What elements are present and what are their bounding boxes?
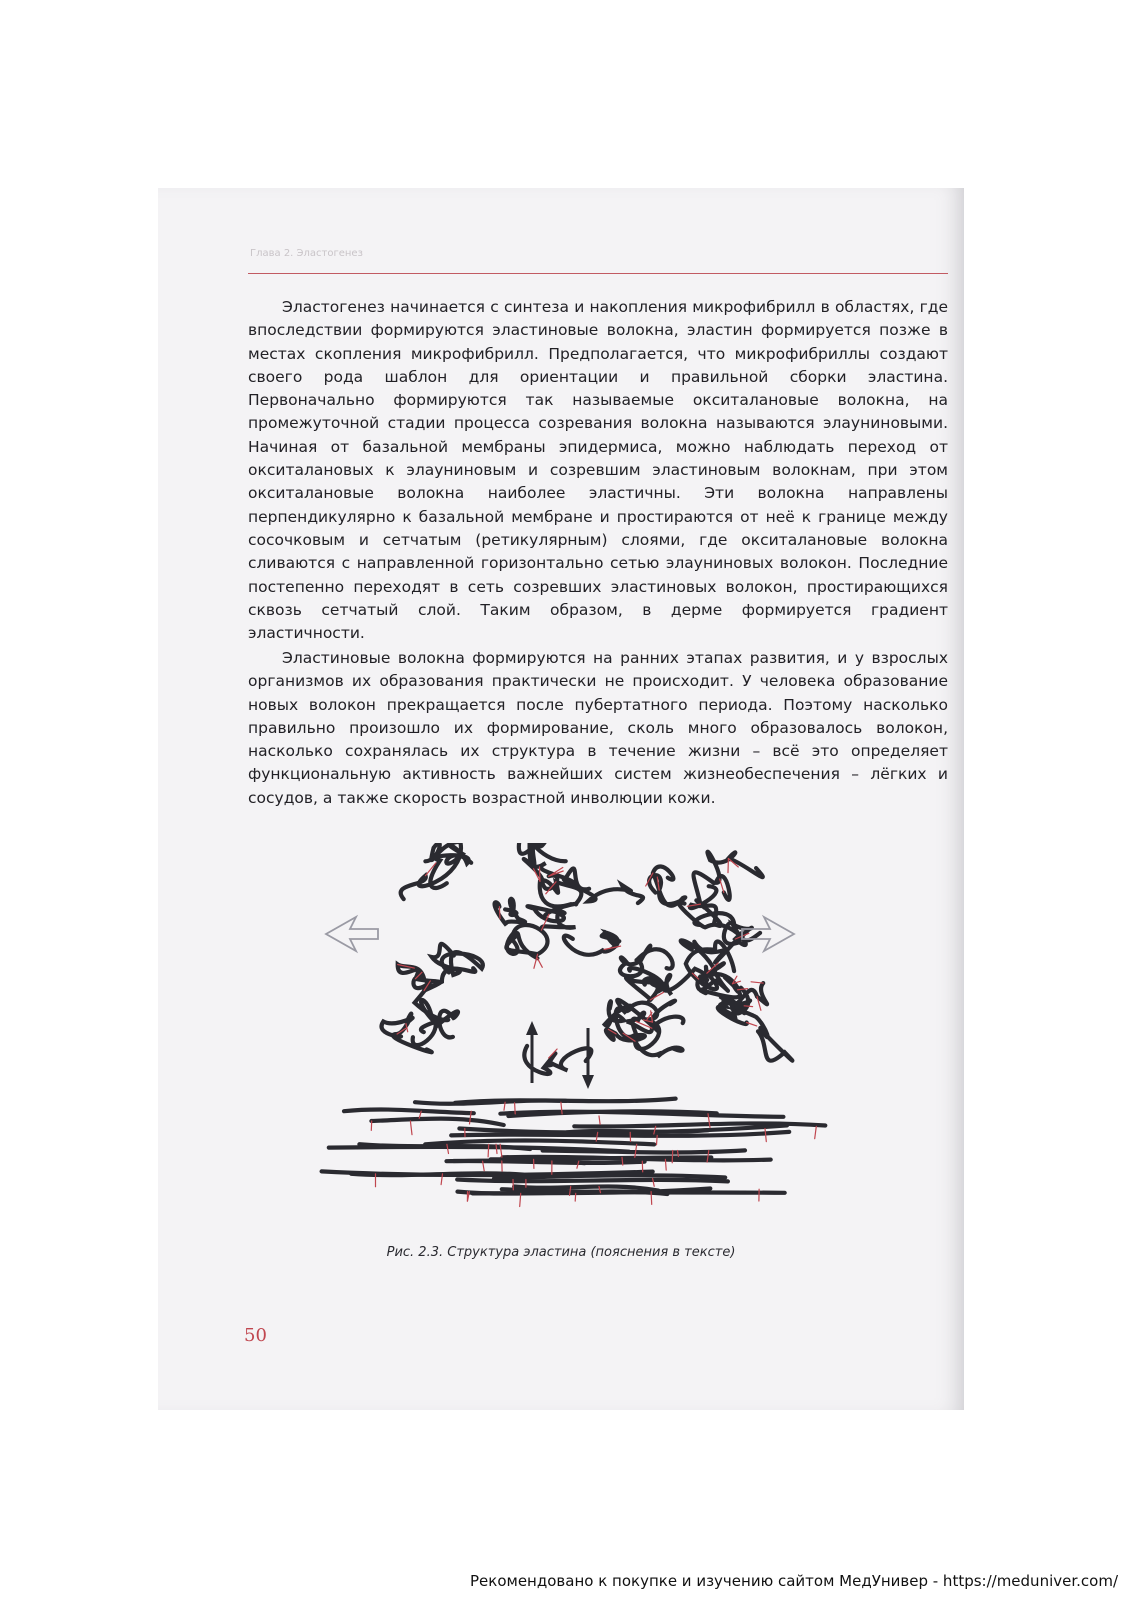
running-head: Глава 2. Эластогенез bbox=[250, 248, 363, 259]
crosslink bbox=[540, 867, 541, 882]
crosslink bbox=[651, 1192, 652, 1205]
crosslink bbox=[488, 1144, 489, 1157]
elastin-structure-figure bbox=[278, 843, 878, 1213]
crosslink bbox=[575, 1193, 576, 1201]
stretched-fiber bbox=[543, 1150, 745, 1152]
stretched-fiber bbox=[351, 1173, 523, 1175]
crosslink bbox=[515, 1103, 516, 1114]
paragraph-2 bbox=[248, 647, 948, 810]
crosslink bbox=[744, 1006, 752, 1007]
arrow-down-head bbox=[582, 1075, 594, 1089]
crosslink bbox=[665, 1159, 666, 1170]
page-number: 50 bbox=[244, 1325, 267, 1346]
book-page bbox=[158, 188, 964, 1410]
paragraph-2-text: Эластиновые волокна формируются на ранних этапах развития, и у взрослых организмов их образования практически не происходит. У человека образование новых волокон прекращается после пубертатного периода. Поэтому насколько правильно произошло их формирование, сколь много образовалось волокон, насколько сохранялась их структура в течение жизни – всё это определяет функциональную активность важнейших систем жизнеобеспечения – лёгких и сосудов, а также скорость возрастной инволюции кожи. bbox=[248, 649, 948, 807]
stretched-fiber bbox=[344, 1109, 474, 1113]
paragraph-1 bbox=[248, 296, 948, 645]
stretched-fiber bbox=[447, 1161, 645, 1163]
stretched-elastin-network bbox=[322, 1099, 826, 1207]
coiled-fiber bbox=[524, 1046, 591, 1074]
footer-recommendation: Рекомендовано к покупке и изучению сайтом МедУнивер - https://meduniver.com/ bbox=[470, 1572, 1118, 1590]
arrow-up-head bbox=[526, 1021, 538, 1035]
crosslink bbox=[657, 1135, 658, 1144]
coiled-fiber bbox=[742, 1011, 792, 1060]
crosslink bbox=[599, 1116, 600, 1124]
coiled-fiber bbox=[564, 869, 643, 904]
stretched-fiber bbox=[491, 1157, 712, 1159]
header-rule bbox=[248, 273, 948, 274]
figure-caption: Рис. 2.3. Структура эластина (пояснения в тексте) bbox=[386, 1245, 736, 1260]
stretched-fiber bbox=[425, 1140, 654, 1144]
stretched-fiber bbox=[494, 1175, 725, 1178]
stretched-fiber bbox=[371, 1119, 503, 1125]
coiled-fiber bbox=[564, 931, 619, 955]
crosslink bbox=[537, 958, 542, 967]
crosslink bbox=[720, 879, 724, 892]
paragraph-1-text: Эластогенез начинается с синтеза и накопления микрофибрилл в областях, где впоследствии формируются эластиновые волокна, эластин формируется позже в местах скопления микрофибрилл. Предполагается, что микрофибриллы создают своего рода шаблон для ориентации и правильной сборки эластина. Первоначально формируются так называемые окситалановые волокна, на промежуточной стадии процесса созревания волокна называются элауниновыми. Начиная от базальной мембраны эпидермиса, можно наблюдать переход от окситалановых к элауниновым и созревшим эластиновым волокнам, при этом окситалановые волокна наиболее эластичны. Эти волокна направлены перпендикулярно к базальной мембране и простираются от неё к границе между сосочковым и сетчатым (ретикулярным) слоями, где окситалановые волокна сливаются с направленной горизонтально сетью элауниновых волокон. Последние постепенно переходят в сеть созревших эластиновых волокон, простирающихся сквозь сетчатый слой. Таким образом, в дерме формируется градиент эластичности. bbox=[248, 298, 948, 643]
coiled-fiber bbox=[401, 843, 461, 899]
crosslink bbox=[499, 907, 500, 919]
crosslink bbox=[622, 1157, 623, 1165]
coiled-fiber bbox=[398, 965, 440, 991]
crosslink bbox=[410, 1121, 412, 1135]
crosslink bbox=[672, 1151, 673, 1163]
arrow-left-outline bbox=[326, 917, 378, 951]
crosslink bbox=[815, 1126, 817, 1138]
coiled-fiber bbox=[649, 866, 685, 905]
arrow-right-outline bbox=[742, 917, 794, 951]
stretched-fiber bbox=[455, 1099, 676, 1103]
crosslink bbox=[765, 1129, 766, 1142]
